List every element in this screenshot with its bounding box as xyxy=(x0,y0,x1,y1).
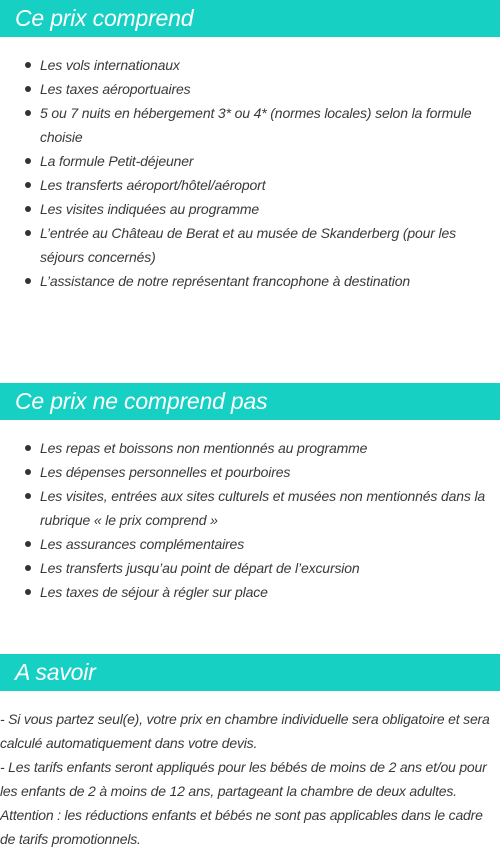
bullet-icon xyxy=(25,469,31,475)
list-item-text: Les vols internationaux xyxy=(40,57,180,73)
list-item-text: Les taxes aéroportuaires xyxy=(40,81,191,97)
list-item xyxy=(0,580,500,604)
bullet-icon xyxy=(25,445,31,451)
list-item-text: Les visites, entrées aux sites culturels et musées non mentionnés dans la rubrique « le prix comprend » xyxy=(40,488,486,528)
included-list xyxy=(0,53,500,293)
list-item-text: L’entrée au Château de Berat et au musée de Skanderberg (pour les séjours concernés) xyxy=(40,225,456,265)
list-item-text: Les transferts jusqu’au point de départ de l’excursion xyxy=(40,560,360,576)
list-item xyxy=(0,532,500,556)
list-item xyxy=(0,149,500,173)
list-item-text: Les visites indiquées au programme xyxy=(40,201,260,217)
note-paragraph: Attention : les réductions enfants et bébés ne sont pas applicables dans le cadre de tarifs promotionnels. xyxy=(0,807,483,847)
bullet-icon xyxy=(25,62,31,68)
to-know-section-title: A savoir xyxy=(0,654,500,691)
list-item xyxy=(0,460,500,484)
bullet-icon xyxy=(25,493,31,499)
bullet-icon xyxy=(25,86,31,92)
list-item-text: Les assurances complémentaires xyxy=(40,536,245,552)
list-item-text: La formule Petit-déjeuner xyxy=(40,153,194,169)
note-paragraph: - Si vous partez seul(e), votre prix en chambre individuelle sera obligatoire et sera calculé automatiquement dans votre devis. xyxy=(0,711,490,751)
list-item xyxy=(0,556,500,580)
to-know-notes xyxy=(0,707,500,851)
included-section-title: Ce prix comprend xyxy=(0,0,500,37)
list-item xyxy=(0,484,500,532)
bullet-icon xyxy=(25,110,31,116)
bullet-icon xyxy=(25,158,31,164)
list-item xyxy=(0,269,500,293)
list-item xyxy=(0,436,500,460)
list-item xyxy=(0,77,500,101)
list-item-text: L’assistance de notre représentant francophone à destination xyxy=(40,273,411,289)
bullet-icon xyxy=(25,206,31,212)
not-included-section-title: Ce prix ne comprend pas xyxy=(0,383,500,420)
bullet-icon xyxy=(25,278,31,284)
not-included-list xyxy=(0,436,500,604)
bullet-icon xyxy=(25,230,31,236)
note-paragraph: - Les tarifs enfants seront appliqués pour les bébés de moins de 2 ans et/ou pour les enfants de 2 à moins de 12 ans, partageant la chambre de deux adultes. xyxy=(0,759,487,799)
list-item xyxy=(0,173,500,197)
list-item xyxy=(0,221,500,269)
list-item-text: Les repas et boissons non mentionnés au programme xyxy=(40,440,368,456)
bullet-icon xyxy=(25,182,31,188)
bullet-icon xyxy=(25,589,31,595)
bullet-icon xyxy=(25,541,31,547)
list-item xyxy=(0,197,500,221)
list-item xyxy=(0,53,500,77)
list-item-text: Les dépenses personnelles et pourboires xyxy=(40,464,291,480)
list-item-text: Les taxes de séjour à régler sur place xyxy=(40,584,268,600)
bullet-icon xyxy=(25,565,31,571)
list-item-text: 5 ou 7 nuits en hébergement 3* ou 4* (normes locales) selon la formule choisie xyxy=(40,105,472,145)
list-item xyxy=(0,101,500,149)
list-item-text: Les transferts aéroport/hôtel/aéroport xyxy=(40,177,266,193)
